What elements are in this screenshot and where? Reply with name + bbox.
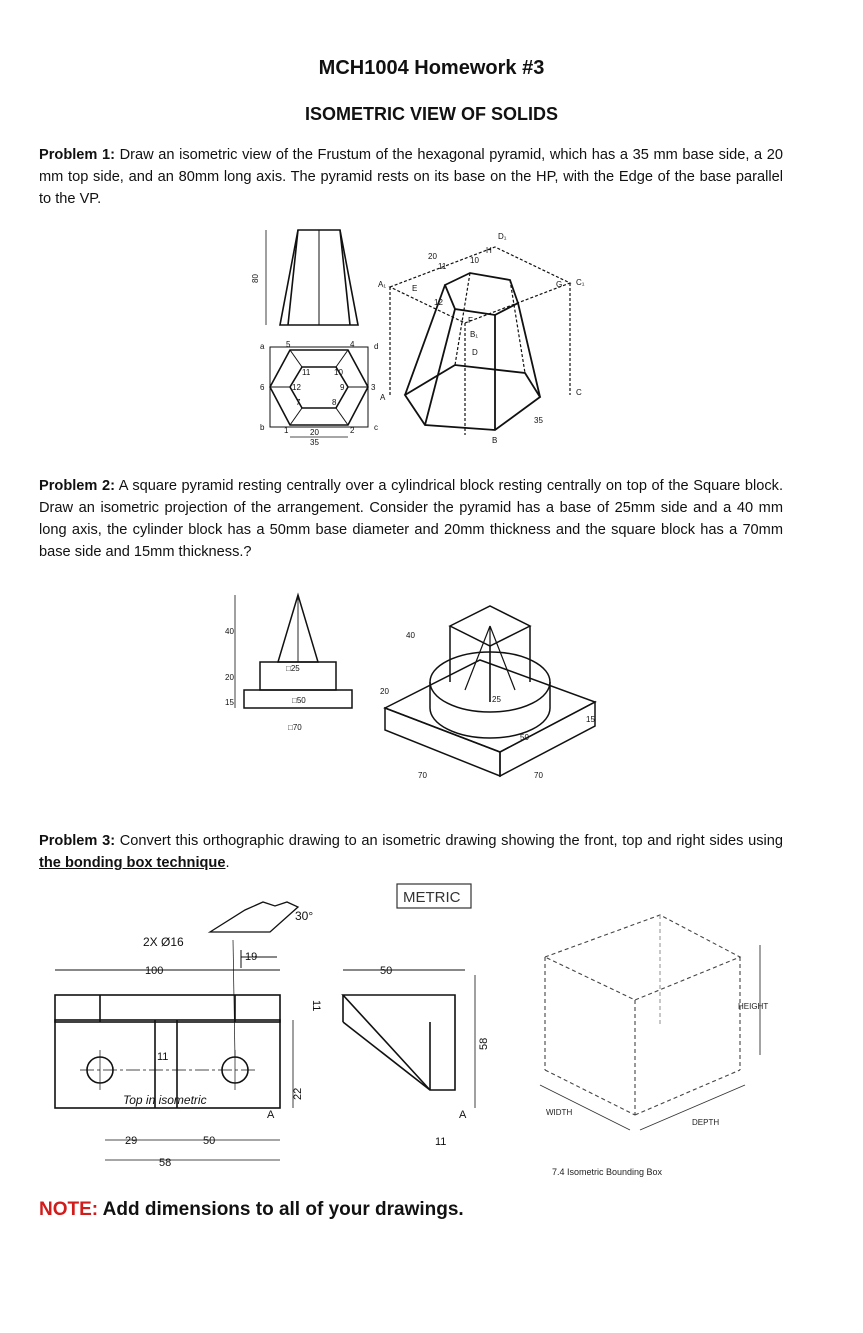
problem-1-figure xyxy=(240,225,600,455)
fig2-dim-20: 20 xyxy=(225,673,234,682)
fig1-pt-3: 3 xyxy=(371,383,376,392)
problem-3-text xyxy=(39,830,783,874)
note-label: NOTE: xyxy=(39,1199,99,1220)
bbox-top-face xyxy=(545,915,740,1000)
fig1-iso-g: G xyxy=(556,280,563,289)
iso-square-block-right xyxy=(500,702,595,776)
page-title: MCH1004 Homework #3 xyxy=(318,57,545,79)
note xyxy=(39,1199,464,1221)
fig1-iso-a: A xyxy=(380,393,386,402)
page-subtitle: ISOMETRIC VIEW OF SOLIDS xyxy=(304,104,558,124)
fig1-iso-c1: C₁ xyxy=(576,278,585,287)
section-detail-shape xyxy=(210,902,298,932)
fig1-iso-11: 11 xyxy=(438,262,447,271)
fig1-pt-12: 12 xyxy=(292,383,301,392)
fig1-iso-dim-35: 35 xyxy=(534,416,543,425)
fig1-iso-d1: D₁ xyxy=(498,232,507,241)
front-view-top-strip xyxy=(55,995,280,1022)
dim-22: 22 xyxy=(292,1087,304,1100)
fig1-iso-e: E xyxy=(412,284,418,293)
dim-58-vertical: 58 xyxy=(478,1037,490,1050)
fig2-iso-70a: 70 xyxy=(418,771,427,780)
bbox-caption: 7.4 Isometric Bounding Box xyxy=(552,1167,663,1177)
problem-1-body: Draw an isometric view of the Frustum of the hexagonal pyramid, which has a 35 mm base side, a 20 mm top side, and an 80mm long axis. The pyramid rests on its base on the HP, with the Edge of the base parallel to the VP. xyxy=(39,147,784,207)
metric-label: METRIC xyxy=(403,889,461,906)
fig1-pt-2: 2 xyxy=(350,426,355,435)
fig1-dim-height: 80 xyxy=(251,274,260,283)
section-mark-a2: A xyxy=(459,1109,467,1121)
fig2-dim-15: 15 xyxy=(225,698,234,707)
fig1-dim-top: 20 xyxy=(310,428,319,437)
fig1-pt-4: 4 xyxy=(350,340,355,349)
problem-3-label: Problem 3: xyxy=(39,833,116,849)
ortho-lower xyxy=(55,1020,505,1175)
problem-3-body: Convert this orthographic drawing to an isometric drawing showing the front, top and right sides using xyxy=(115,833,784,849)
fig1-iso-h: H xyxy=(486,246,492,255)
fig1-corner-a: a xyxy=(260,342,265,351)
dim-11-a: 11 xyxy=(310,1000,322,1012)
dim-19: 19 xyxy=(245,951,258,963)
isometric-bounding-box-figure xyxy=(520,905,790,1180)
angle-label: 30° xyxy=(295,909,314,923)
fig2-dim-40: 40 xyxy=(225,627,234,636)
dim-11-b: 11 xyxy=(157,1051,169,1063)
holes-label: 2X Ø16 xyxy=(143,935,184,949)
fig1-pt-7: 7 xyxy=(296,398,301,407)
fig1-iso-10: 10 xyxy=(470,256,479,265)
fig2-iso-25: 25 xyxy=(492,695,501,704)
iso-frustum-base xyxy=(405,365,540,430)
fig2-sq50: □50 xyxy=(292,696,306,705)
fig1-iso-b: B xyxy=(492,436,498,445)
problem-1-text xyxy=(39,144,783,210)
fig1-iso-c: C xyxy=(576,388,582,397)
iso-square-block-front xyxy=(385,708,500,776)
fig1-iso-12: 12 xyxy=(434,298,443,307)
dim-58: 58 xyxy=(159,1157,172,1169)
fig1-corner-c: c xyxy=(374,423,378,432)
fig2-iso-20: 20 xyxy=(380,687,389,696)
fig1-corner-b: b xyxy=(260,423,265,432)
iso-frustum-top xyxy=(445,273,518,315)
section-mark-a1: A xyxy=(267,1109,275,1121)
dim-11-c: 11 xyxy=(435,1136,447,1148)
fig1-iso-dim-20: 20 xyxy=(428,252,437,261)
problem-2-body: A square pyramid resting centrally over a cylindrical block resting centrally on top of the Square block. Draw an isometric projection of the arrangement. Consider the pyramid has a base of 25mm side and a 40 mm long axis, the cylinder block has a 50mm base diameter and 20mm thickness and the square block has a 70mm base side and 15mm thickness.? xyxy=(39,478,784,560)
fig2-sq70: □70 xyxy=(288,723,302,732)
fig2-iso-50: 50 xyxy=(520,733,529,742)
bbox-depth-label: DEPTH xyxy=(692,1118,720,1127)
dim-29: 29 xyxy=(125,1135,138,1147)
fig1-pt-6: 6 xyxy=(260,383,265,392)
fig2-sq25: □25 xyxy=(286,664,300,673)
dim-100: 100 xyxy=(145,965,164,977)
problem-2-text xyxy=(39,475,783,563)
top-in-isometric-note: Top in isometric xyxy=(123,1093,207,1107)
fig1-pt-10: 10 xyxy=(334,368,343,377)
fig1-pt-11: 11 xyxy=(302,368,311,377)
fig1-pt-5: 5 xyxy=(286,340,291,349)
dim-50: 50 xyxy=(203,1135,216,1147)
fig1-pt-1: 1 xyxy=(284,426,289,435)
bbox-width-label: WIDTH xyxy=(546,1108,573,1117)
fig1-iso-f: F xyxy=(468,316,473,325)
fig1-pt-8: 8 xyxy=(332,398,337,407)
fig2-iso-70b: 70 xyxy=(534,771,543,780)
problem-1-label: Problem 1: xyxy=(39,147,115,163)
fig2-iso-40: 40 xyxy=(406,631,415,640)
bonding-box-link: the bonding box technique xyxy=(39,855,226,871)
fig1-dim-base: 35 xyxy=(310,438,319,447)
note-text: Add dimensions to all of your drawings. xyxy=(98,1199,464,1220)
fig1-iso-a1: A₁ xyxy=(378,280,387,289)
fig2-iso-15: 15 xyxy=(586,715,595,724)
fig1-iso-d: D xyxy=(472,348,478,357)
problem-3-end: . xyxy=(225,855,230,871)
bbox-height-label: HEIGHT xyxy=(738,1002,769,1011)
fig1-corner-d: d xyxy=(374,342,379,351)
problem-2-figure xyxy=(220,590,610,805)
fig1-pt-9: 9 xyxy=(340,383,345,392)
problem-2-label: Problem 2: xyxy=(39,478,115,494)
dim-50-top: 50 xyxy=(380,965,393,977)
fig1-iso-b1: B₁ xyxy=(470,330,479,339)
